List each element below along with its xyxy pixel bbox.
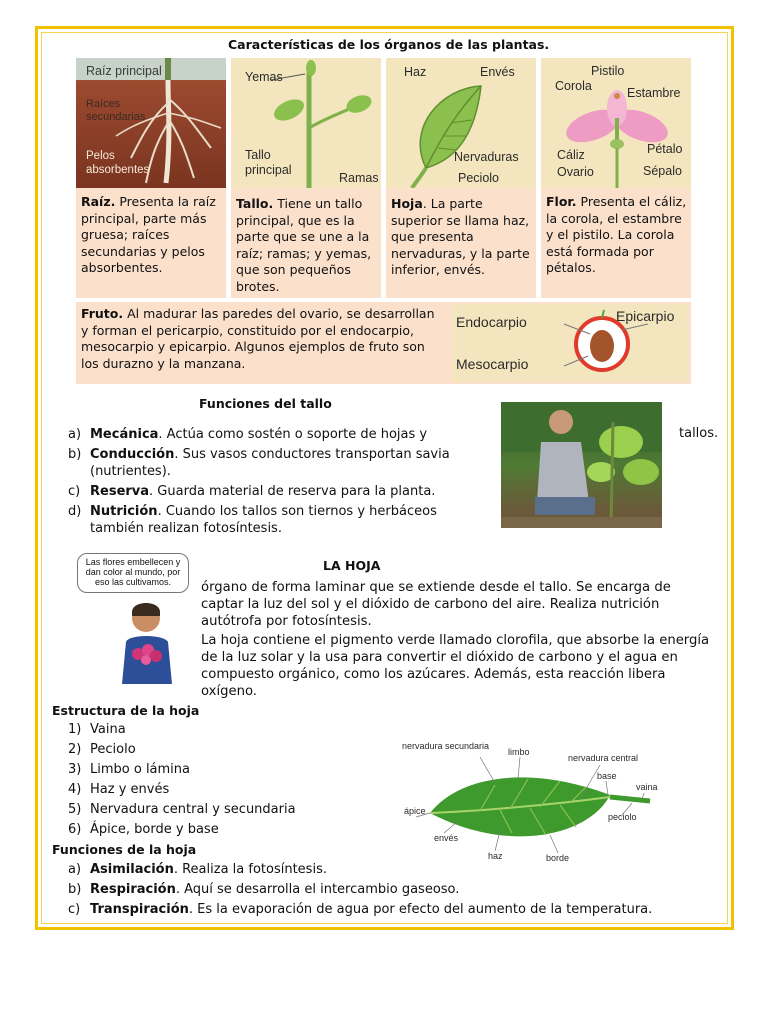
stem-label-branches: Ramas [339,171,379,185]
diagram-label-edge: borde [546,853,570,863]
structure-item-text: Vaina [90,722,126,737]
structure-item [52,800,382,820]
structure-item [52,720,382,740]
list-marker: d) [68,504,82,519]
leaf-paragraph-1: órgano de forma laminar que se extiende desde el tallo. Se encarga de captar la luz del sol y el dióxido de carbono del aire. Realiza nutrición autótrofa por fotosíntesis. [201,580,671,629]
flower-term: Flor. [546,194,577,209]
diagram-label-central-vein: nervadura central [568,753,639,763]
diagram-label-underside: envés [434,833,459,843]
stem-label-buds: Yemas [245,70,283,84]
child-planting-photo [501,402,662,528]
fruit-label-epicarp: Epicarpio [616,308,675,324]
leaf-structure-title: Estructura de la hoja [52,703,200,718]
structure-item-text: Nervadura central y secundaria [90,802,296,817]
leaf-label-upper: Haz [404,65,427,79]
stem-function-term: Conducción [90,447,175,462]
speech-bubble [77,553,189,593]
root-term: Raíz. [81,194,116,209]
leaf-section-title: LA HOJA [323,558,381,573]
structure-item-text: Ápice, borde y base [90,822,219,837]
structure-item [52,760,382,780]
leaf-card [386,58,536,298]
girl-with-flowers-icon [108,598,188,686]
leaf-structure-list [52,720,382,840]
list-marker: a) [68,862,82,877]
root-description [81,194,222,277]
flower-text: Presenta el cáliz, la corola, el estambre y el pistilo. La corola está formada por pétalos. [546,194,687,275]
leaf-functions-list [52,860,742,920]
girl-illustration [108,598,188,686]
stem-label-main-2: principal [245,163,292,177]
fruit-card [76,302,691,384]
stem-function-tail: tallos. [679,426,719,441]
root-label-main: Raíz principal [86,64,162,78]
fruit-text: Al madurar las paredes del ovario, se desarrollan y forman el pericarpio, constituido por el endocarpio, mesocarpio y epicarpio. Algunos ejemplos de fruto son los durazno y la manzana. [81,306,435,371]
leaf-function-item [52,880,742,900]
root-label-hairs-1: Pelos [86,150,115,162]
leaf-label-veins: Nervaduras [454,150,519,164]
leaf-text: . La parte superior se llama haz, que presenta nervaduras, y la parte inferior, envés. [391,196,530,277]
leaf-description [391,196,532,279]
stem-function-item [52,483,462,500]
fruit-label-mesocarp: Mesocarpio [456,356,529,372]
list-marker: 4) [68,782,82,797]
stem-function-term: Reserva [90,484,150,499]
diagram-label-apex: ápice [404,806,426,816]
stem-function-text: . Guarda material de reserva para la planta. [149,484,436,499]
list-marker: 3) [68,762,82,777]
stem-function-text: . Cuando los tallos son tiernos y herbáceos también realizan fotosíntesis. [90,504,437,536]
list-marker: c) [68,484,81,499]
leaf-function-text: . Es la evaporación de agua por efecto del aumento de la temperatura. [188,902,653,917]
leaf-diagram [400,735,670,865]
flower-label-calyx: Cáliz [557,148,585,162]
diagram-label-base: base [597,771,617,781]
root-label-secondary-1: Raíces [86,98,121,110]
flower-label-petal: Pétalo [647,142,683,156]
stem-function-item [52,426,462,443]
fruit-term: Fruto. [81,306,124,321]
structure-item-text: Haz y envés [90,782,170,797]
leaf-term: Hoja [391,196,423,211]
root-text: Presenta la raíz principal, parte más gruesa; raíces secundarias y pelos absorbentes. [81,194,216,275]
diagram-label-upper-side: haz [488,851,503,861]
flower-label-stamen: Estambre [627,86,681,100]
flower-label-ovary: Ovario [557,165,594,179]
leaf-label-under: Envés [480,65,515,79]
stem-function-text: . Sus vasos conductores transportan savia (nutrientes). [90,447,450,479]
structure-item [52,740,382,760]
structure-item-text: Limbo o lámina [90,762,191,777]
stem-functions-list [52,426,462,537]
leaf-function-item [52,860,742,880]
stem-text: Tiene un tallo principal, que es la parte que se une a la raíz; ramas; y yemas, que son pequeños brotes. [236,196,372,294]
diagram-label-blade: limbo [508,747,530,757]
stem-functions-title: Funciones del tallo [199,396,332,411]
flower-description [546,194,687,277]
leaf-function-term: Transpiración [90,902,189,917]
leaf-paragraph-2: La hoja contiene el pigmento verde llamado clorofila, que absorbe la energía de la luz solar y la usa para convertir el dióxido de carbono y el agua en compuesto orgánico, como los azúcares. Además, esta reacción libera oxígeno. [201,633,710,699]
leaf-label-petiole: Peciolo [458,171,499,185]
list-marker: c) [68,902,81,917]
structure-item [52,780,382,800]
stem-card [231,58,381,298]
fruit-description [81,306,445,372]
stem-function-item [52,446,462,480]
list-marker: a) [68,427,82,442]
structure-item [52,820,382,840]
stem-function-text: . Actúa como sostén o soporte de hojas y [158,427,428,442]
page-title: Características de los órganos de las plantas. [228,37,550,52]
stem-function-term: Nutrición [90,504,158,519]
stem-function-item [52,503,462,537]
speech-bubble-text: Las flores embellecen y dan color al mundo, por eso las cultivamos. [85,557,181,587]
list-marker: b) [68,447,82,462]
diagram-label-sheath: vaina [636,782,658,792]
flower-label-sepal: Sépalo [643,164,682,178]
stem-term: Tallo. [236,196,274,211]
leaf-functions-title: Funciones de la hoja [52,842,197,857]
list-marker: 5) [68,802,82,817]
leaf-function-term: Asimilación [90,862,174,877]
leaf-function-term: Respiración [90,882,176,897]
flower-label-corolla: Corola [555,79,592,93]
flower-card [541,58,691,298]
fruit-label-endocarp: Endocarpio [456,314,527,330]
root-label-hairs-2: absorbentes [86,164,150,176]
stem-label-main-1: Tallo [245,148,271,162]
diagram-label-secondary-vein: nervadura secundaria [402,741,490,751]
diagram-label-petiole: peciolo [608,812,637,822]
list-marker: 6) [68,822,82,837]
list-marker: 2) [68,742,82,757]
root-label-secondary-2: secundarias [86,111,146,123]
list-marker: 1) [68,722,82,737]
root-card [76,58,226,298]
leaf-function-item [52,900,742,920]
stem-description [236,196,377,295]
leaf-function-text: . Realiza la fotosíntesis. [173,862,327,877]
leaf-function-text: . Aquí se desarrolla el intercambio gaseoso. [175,882,460,897]
child-planting-illustration [501,402,662,528]
structure-item-text: Peciolo [90,742,136,757]
flower-label-pistil: Pistilo [591,64,625,78]
list-marker: b) [68,882,82,897]
stem-function-term: Mecánica [90,427,159,442]
